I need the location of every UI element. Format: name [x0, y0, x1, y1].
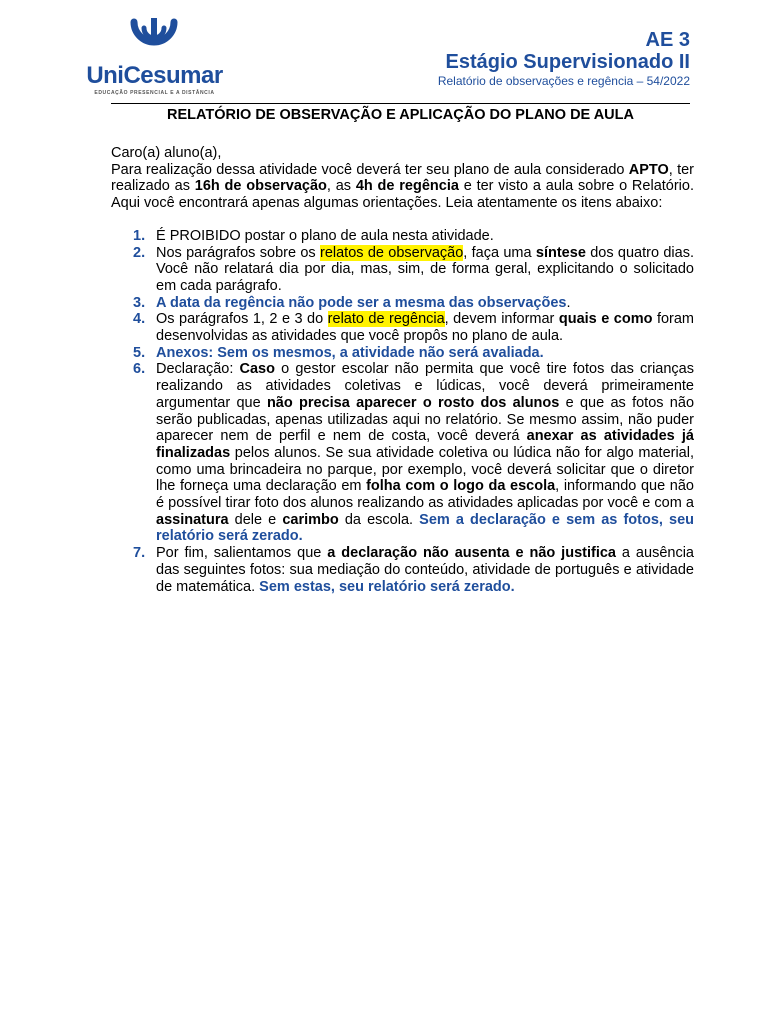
list-item: 2. Nos parágrafos sobre os relatos de observação, faça uma síntese dos quatro dias. Você não relatará dia por dia, mas, sim, de forma geral, explicitando o solicitado em cada parágrafo. [133, 244, 694, 294]
header-divider [111, 103, 690, 104]
instructions-list [111, 228, 694, 595]
unicesumar-logo [82, 18, 227, 98]
list-item: 3. A data da regência não pode ser a mesma das observações. [133, 294, 571, 311]
intro-paragraph: Para realização dessa atividade você deverá ter seu plano de aula considerado APTO, ter realizado as 16h de observação, as 4h de regência e ter visto a aula sobre o Relatório. Aqui você encontrará apenas algumas orientações. Leia atentamente os itens abaixo: [111, 161, 694, 212]
unicesumar-logo-icon [120, 18, 188, 66]
activity-code: AE 3 [645, 29, 690, 51]
course-subtitle: Relatório de observações e regência – 54/2022 [437, 74, 690, 88]
list-item: 1. É PROIBIDO postar o plano de aula nesta atividade. [133, 227, 494, 244]
document-body [111, 145, 694, 595]
document-title: RELATÓRIO DE OBSERVAÇÃO E APLICAÇÃO DO PLANO DE AULA [167, 107, 634, 123]
list-item: 7. Por fim, salientamos que a declaração não ausenta e não justifica a ausência das seguintes fotos: sua mediação do conteúdo, atividade de português e atividade de matemática. Sem estas, seu relatório será zerado. [133, 545, 694, 595]
highlighted-text: relato de regência [327, 311, 445, 328]
highlighted-text: relatos de observação [320, 244, 464, 261]
logo-tagline: EDUCAÇÃO PRESENCIAL E A DISTÂNCIA [94, 90, 215, 96]
list-item: 4. Os parágrafos 1, 2 e 3 do relato de regência, devem informar quais e como foram desenvolvidas as atividades que você propôs no plano de aula. [133, 311, 695, 345]
logo-name: UniCesumar [86, 62, 223, 89]
course-title: Estágio Supervisionado II [445, 51, 690, 73]
list-item: 6. Declaração: Caso o gestor escolar não permita que você tire fotos das crianças realizando as atividades coletivas e lúdicas, você deverá primeiramente argumentar que não precisa aparecer o rosto dos alunos e que as fotos não serão publicadas, apenas utilizadas aqui no relatório. Se mesmo assim, não puder aparecer nem de perfil e nem de costa, você deverá anexar as atividades já finalizadas pelos alunos. Se sua atividade coletiva ou lúdica não for algo material, como uma brincadeira no parque, por exemplo, você deverá solicitar que o diretor lhe forneça uma declaração em folha com o logo da escola, informando que não é possível tirar foto dos alunos realizando as atividades aplicadas por você e com a assinatura dele e carimbo da escola. Sem a declaração e sem as fotos, seu relatório será zerado. [133, 361, 695, 545]
greeting: Caro(a) aluno(a), [111, 145, 222, 161]
list-item: 5. Anexos: Sem os mesmos, a atividade não será avaliada. [133, 344, 544, 361]
